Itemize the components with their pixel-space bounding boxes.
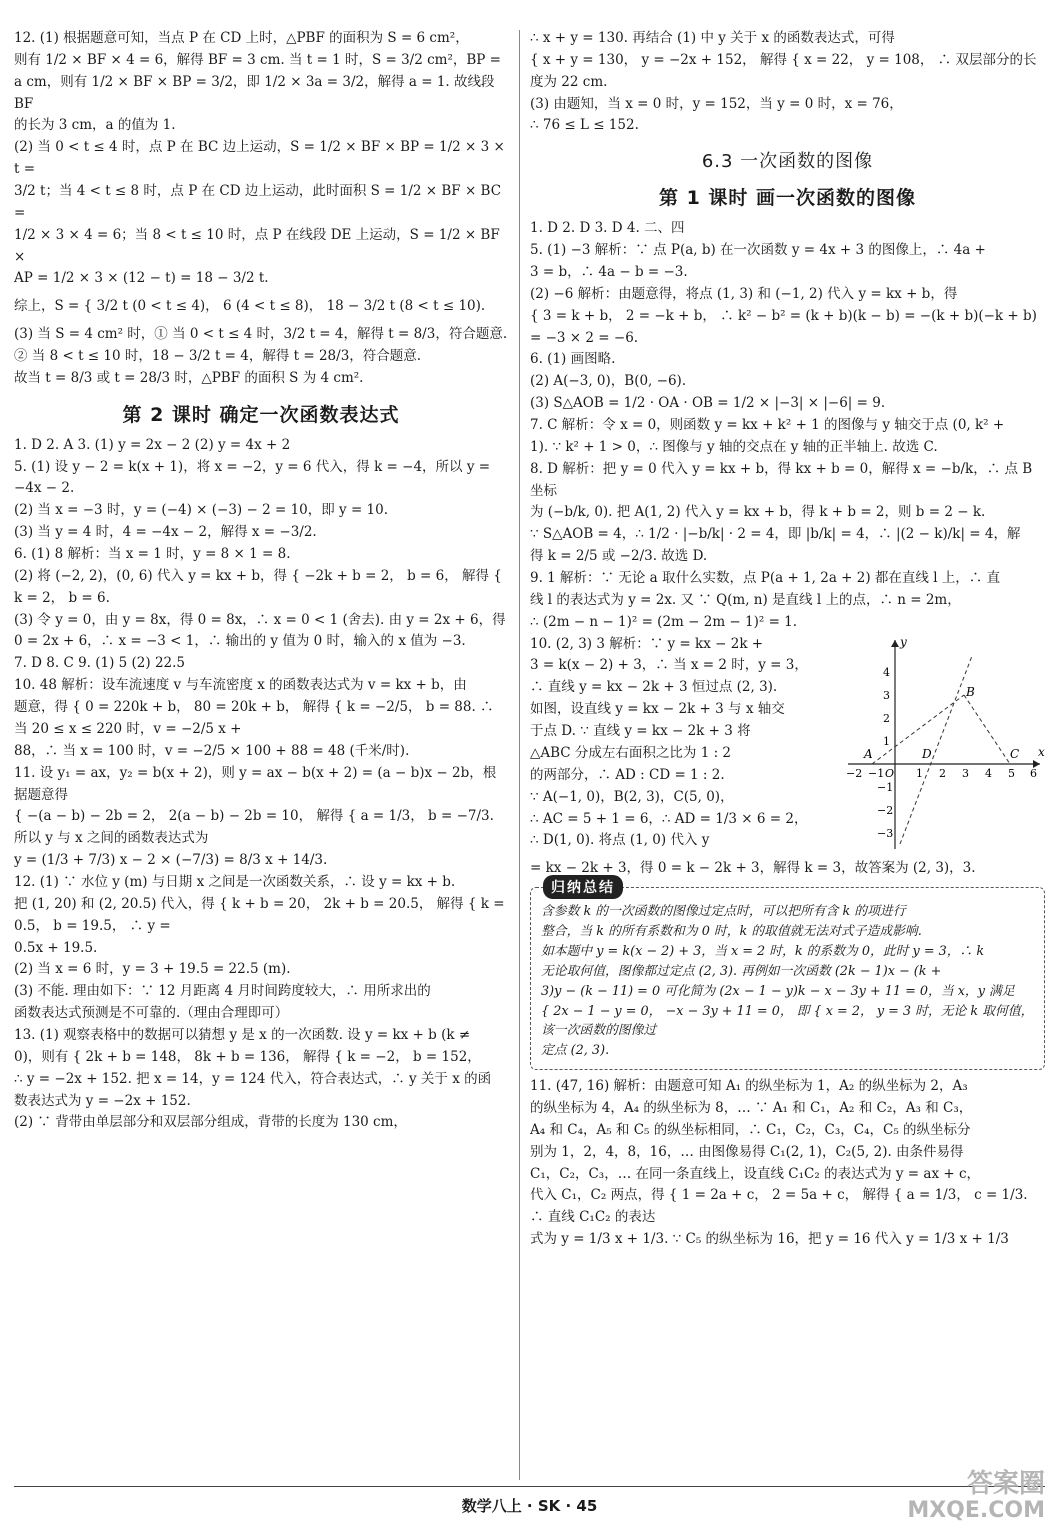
text-line: 线 l 的表达式为 y = 2x. 又 ∵ Q(m, n) 是直线 l 上的点，∴ n = 2m， — [530, 591, 961, 608]
text-line: (2) 当 x = 6 时，y = 3 + 19.5 = 22.5 (m). — [14, 961, 291, 978]
summary-box — [530, 880, 1045, 1070]
text-line: (2) ∵ 背带由单层部分和双层部分组成，背带的长度为 130 cm， — [14, 1114, 407, 1131]
text-line: ∴ AC = 5 + 1 = 6，∴ AD = 1/3 × 6 = 2， — [530, 810, 808, 827]
text-line: ∴ 直线 y = kx − 2k + 3 恒过点 (2, 3). — [530, 679, 778, 696]
text-line: 3 = k(x − 2) + 3，∴ 当 x = 2 时，y = 3， — [530, 657, 808, 674]
text-line: 10. 48 解析：设车流速度 v 与车流密度 x 的函数表达式为 v = kx + b，由 — [14, 677, 467, 694]
text-line: 得 k = 2/5 或 −2/3. 故选 D. — [530, 548, 708, 565]
text-line: (3) 不能. 理由如下：∵ 12 月距离 4 月时间跨度较大，∴ 用所求出的 — [14, 983, 431, 1000]
text-line: 6. (1) 画图略. — [530, 351, 616, 368]
text-line: 88，∴ 当 x = 100 时，v = −2/5 × 100 + 88 = 48 (千米/时). — [14, 742, 410, 759]
text-line: 1/2 × 3 × 4 = 6；当 8 < t ≤ 10 时，点 P 在线段 DE 上运动，S = 1/2 × BF × — [14, 226, 500, 265]
segment-ab — [872, 695, 964, 764]
text-line: (3) S△AOB = 1/2 · OA · OB = 1/2 × |−3| × |−6| = 9. — [530, 395, 886, 412]
x-axis-label: x — [1038, 744, 1045, 759]
text-line: { 2x − 1 − y = 0， −x − 3y + 11 = 0， 即 { x = 2， y = 3 时，无论 k 取何值，该一次函数的图像过 — [541, 1003, 1034, 1039]
y-tick: −1 — [877, 780, 894, 794]
section-title: 6.3 一次函数的图像 — [701, 151, 874, 173]
right-column — [530, 28, 1045, 1251]
text-line: (2) 当 x = −3 时，y = (−4) × (−3) − 2 = 10，即 y = 10. — [14, 502, 389, 519]
text-line: 6. (1) 8 解析：当 x = 1 时，y = 8 × 1 = 8. — [14, 546, 291, 563]
text-line: (3) 令 y = 0，由 y = 8x，得 0 = 8x，∴ x = 0 < 1 (舍去). 由 y = 2x + 6，得 — [14, 611, 506, 628]
text-line: = kx − 2k + 3，得 0 = k − 2k + 3，解得 k = 3，故答案为 (2, 3)，3. — [530, 859, 976, 876]
text-line: 别为 1，2，4，8，16，… 由图像易得 C₁(2, 1)，C₂(5, 2). 由条件易得 — [530, 1143, 964, 1160]
text-line: 12. (1) ∵ 水位 y (m) 与日期 x 之间是一次函数关系，∴ 设 y = kx + b. — [14, 873, 456, 890]
text-line: 11. 设 y₁ = ax，y₂ = b(x + 2)，则 y = ax − b(x + 2) = (a − b)x − 2b，根据题意得 — [14, 764, 497, 803]
text-line: ∵ S△AOB = 4，∴ 1/2 · |−b/k| · 2 = 4，即 |b/k| = 4，∴ |(2 − k)/k| = 4，解 — [530, 526, 1021, 543]
text-line: ∴ y = −2x + 152. 把 x = 14，y = 124 代入，符合表达式，∴ y 关于 x 的函 — [14, 1070, 492, 1087]
y-tick: −2 — [877, 803, 894, 817]
text-line: 把 (1, 20) 和 (2, 20.5) 代入，得 { k + b = 20， 2k + b = 20.5， 解得 { k = 0.5， b = 19.5， ∴ y = — [14, 895, 505, 934]
text-line: a cm，则有 1/2 × BF × BP = 3/2，即 1/2 × 3a = 3/2，解得 a = 1. 故线段 BF — [14, 73, 495, 112]
question-12-block — [14, 28, 508, 390]
text-line: 8. D 解析：把 y = 0 代入 y = kx + b，得 kx + b = 0，解得 x = −b/k，∴ 点 B 坐标 — [530, 460, 1033, 499]
x-tick: −1 — [868, 766, 885, 780]
point-b-label: B — [966, 684, 975, 699]
point-c-label: C — [1010, 746, 1020, 761]
text-line: (2) A(−3, 0)，B(0, −6). — [530, 373, 687, 390]
text-line: (2) 当 0 < t ≤ 4 时，点 P 在 BC 边上运动，S = 1/2 × BF × BP = 1/2 × 3 × t = — [14, 139, 505, 178]
text-line: 函数表达式预测是不可靠的.（理由合理即可） — [14, 1005, 289, 1022]
y-tick: 3 — [883, 688, 890, 702]
text-line: 整合，当 k 的所有系数和为 0 时，k 的取值就无法对式子造成影响. — [541, 924, 922, 940]
text-line: 的两部分，∴ AD : CD = 1 : 2. — [530, 766, 725, 783]
text-line: 0)，则有 { 2k + b = 148， 8k + b = 136， 解得 { k = −2， b = 152， — [14, 1048, 481, 1065]
text-line: 则有 1/2 × BF × 4 = 6，解得 BF = 3 cm. 当 t = 1 时，S = 3/2 cm²，BP = — [14, 51, 501, 68]
footer-rule — [14, 1486, 1045, 1487]
y-tick: 2 — [883, 711, 890, 725]
x-tick: 2 — [939, 766, 946, 780]
text-line: 如本题中 y = k(x − 2) + 3，当 x = 2 时，k 的系数为 0，此时 y = 3，∴ k — [541, 944, 985, 960]
lesson-2-title: 第 2 课时 确定一次函数表达式 — [122, 403, 400, 426]
text-line: 10. (2, 3) 3 解析：∵ y = kx − 2k + — [530, 635, 764, 652]
text-line: (3) 由题知，当 x = 0 时，y = 152，当 y = 0 时，x = 76， — [530, 95, 903, 112]
text-line: 3 = b，∴ 4a − b = −3. — [530, 264, 688, 281]
text-line: ∴ x + y = 130. 再结合 (1) 中 y 关于 x 的函数表达式，可得 — [530, 30, 895, 46]
text-line: 为 (−b/k, 0). 把 A(1, 2) 代入 y = kx + b，得 k + b = 2，则 b = 2 − k. — [530, 504, 986, 521]
text-line: ∴ 76 ≤ L ≤ 152. — [530, 117, 639, 134]
watermark-logo — [907, 1470, 1045, 1523]
text-line: 式为 y = 1/3 x + 1/3. ∵ C₅ 的纵坐标为 16，把 y = 16 代入 y = 1/3 x + 1/3 — [530, 1231, 1009, 1248]
column-divider — [519, 30, 520, 1480]
text-line: (2) −6 解析：由题意得，将点 (1, 3) 和 (−1, 2) 代入 y = kx + b，得 — [530, 285, 958, 302]
text-line: 1. D 2. A 3. (1) y = 2x − 2 (2) y = 4x + 2 — [14, 436, 291, 453]
text-line: (2) 将 (−2, 2)，(0, 6) 代入 y = kx + b，得 { −2k + b = 2， b = 6， 解得 { k = 2， b = 6. — [14, 567, 502, 606]
text-line: 的长为 3 cm，a 的值为 1. — [14, 117, 176, 134]
lesson-1-title: 第 1 课时 画一次函数的图像 — [658, 187, 917, 210]
point-d-label: D — [922, 746, 932, 761]
text-line: △ABC 分成左右面积之比为 1 : 2 — [530, 744, 732, 761]
text-line: 12. (1) 根据题意可知，当点 P 在 CD 上时，△PBF 的面积为 S = 6 cm²， — [14, 30, 469, 46]
text-line: { 3 = k + b， 2 = −k + b， ∴ k² − b² = (k + b)(k − b) = −(k + b)(−k + b) = −3 × 2 = −6. — [530, 307, 1037, 346]
x-tick: 5 — [1008, 766, 1015, 780]
point-a-label: A — [864, 746, 873, 761]
text-line: C₁，C₂，C₃，… 在同一条直线上，设直线 C₁C₂ 的表达式为 y = ax + c， — [530, 1165, 981, 1182]
text-line: 0.5x + 19.5. — [14, 939, 98, 956]
x-tick: 4 — [985, 766, 992, 780]
y-tick: 1 — [883, 734, 890, 748]
summary-title: 归纳总结 — [543, 875, 623, 899]
text-line: 11. (47, 16) 解析：由题意可知 A₁ 的纵坐标为 1，A₂ 的纵坐标为 2，A₃ — [530, 1078, 968, 1095]
question-13-continued — [530, 28, 1045, 137]
text-line: 代入 C₁，C₂ 两点，得 { 1 = 2a + c， 2 = 5a + c， 解得 { a = 1/3， c = 1/3. ∴ 直线 C₁C₂ 的表达 — [530, 1187, 1028, 1226]
text-line: (3) 当 S = 4 cm² 时，① 当 0 < t ≤ 4 时，3/2 t = 4，解得 t = 8/3，符合题意. — [14, 326, 508, 343]
coordinate-graph — [840, 634, 1045, 854]
text-line: 3/2 t；当 4 < t ≤ 8 时，点 P 在 CD 边上运动，此时面积 S = 1/2 × BF × BC = — [14, 183, 502, 221]
origin-label: O — [885, 766, 895, 780]
text-line: 含参数 k 的一次函数的图像过定点时，可以把所有含 k 的项进行 — [541, 904, 906, 920]
text-line: ∴ D(1, 0). 将点 (1, 0) 代入 y — [530, 832, 710, 849]
text-line: 题意，得 { 0 = 220k + b， 80 = 20k + b， 解得 { k = −2/5， b = 88. ∴ 当 20 ≤ x ≤ 220 时，v = −2/5 x + — [14, 699, 494, 737]
text-line: y = (1/3 + 7/3) x − 2 × (−7/3) = 8/3 x + 14/3. — [14, 852, 328, 869]
text-line: 故当 t = 8/3 或 t = 28/3 时，△PBF 的面积 S 为 4 cm². — [14, 369, 364, 386]
y-axis-arrow — [891, 640, 899, 647]
y-tick: −3 — [877, 826, 894, 840]
text-line: 13. (1) 观察表格中的数据可以猜想 y 是 x 的一次函数. 设 y = kx + b (k ≠ — [14, 1026, 471, 1043]
question-10-block — [530, 634, 1045, 880]
text-line: 1). ∵ k² + 1 > 0，∴ 图像与 y 轴的交点在 y 轴的正半轴上. 故选 C. — [530, 438, 938, 455]
question-11-block — [530, 1076, 1045, 1251]
x-tick: −2 — [846, 766, 863, 780]
segment-bc — [964, 695, 1010, 764]
text-line: A₄ 和 C₄，A₅ 和 C₅ 的纵坐标相同，∴ C₁，C₂，C₃，C₄，C₅ 的纵坐标分 — [530, 1121, 971, 1138]
x-tick: 1 — [916, 766, 923, 780]
text-line: { −(a − b) − 2b = 2， 2(a − b) − 2b = 10， 解得 { a = 1/3， b = −7/3. 所以 y 与 x 之间的函数表达式为 — [14, 808, 494, 847]
text-line: 5. (1) 设 y − 2 = k(x + 1)，将 x = −2，y = 6 代入，得 k = −4，所以 y = −4x − 2. — [14, 458, 491, 497]
text-line: 如图，设直线 y = kx − 2k + 3 与 x 轴交 — [530, 701, 785, 718]
text-line: 7. D 8. C 9. (1) 5 (2) 22.5 — [14, 655, 186, 672]
text-line: 于点 D. ∵ 直线 y = kx − 2k + 3 将 — [530, 723, 751, 740]
text-line: 0 = 2x + 6，∴ x = −3 < 1，∴ 输出的 y 值为 0 时，输入的 x 值为 −3. — [14, 633, 466, 650]
text-line: ∴ (2m − n − 1)² = (2m − 2m − 1)² = 1. — [530, 613, 798, 630]
text-line: ∵ A(−1, 0)，B(2, 3)，C(5, 0)， — [530, 788, 734, 805]
text-line: 无论取何值，图像都过定点 (2, 3). 再例如一次函数 (2k − 1)x − (k + — [541, 963, 942, 979]
text-line: (3) 当 y = 4 时，4 = −4x − 2，解得 x = −3/2. — [14, 524, 317, 541]
text-line: 的纵坐标为 4，A₄ 的纵坐标为 8，… ∵ A₁ 和 C₁，A₂ 和 C₂，A₃ 和 C₃， — [530, 1099, 973, 1116]
text-line: 综上，S = { 3/2 t (0 < t ≤ 4)， 6 (4 < t ≤ 8)， 18 − 3/2 t (8 < t ≤ 10). — [14, 298, 486, 315]
line-y-kx — [900, 656, 972, 844]
y-tick-labels — [877, 666, 893, 840]
page-footer: 数学八上 · SK · 45 — [461, 1497, 598, 1515]
text-line: 9. 1 解析：∵ 无论 a 取什么实数，点 P(a + 1, 2a + 2) 都在直线 l 上，∴ 直 — [530, 570, 1001, 587]
text-line: 3)y − (k − 11) = 0 可化简为 (2x − 1 − y)k − x − 3y + 11 = 0，当 x，y 满足 — [541, 983, 1015, 999]
text-line: 5. (1) −3 解析：∵ 点 P(a, b) 在一次函数 y = 4x + 3 的图像上，∴ 4a + — [530, 242, 986, 259]
watermark-text: 答案圈 — [966, 1469, 1045, 1499]
text-line: { x + y = 130， y = −2x + 152， 解得 { x = 22， y = 108， ∴ 双层部分的长度为 22 cm. — [530, 51, 1037, 90]
text-line: 数表达式为 y = −2x + 152. — [14, 1092, 191, 1109]
text-line: ② 当 8 < t ≤ 10 时，18 − 3/2 t = 4，解得 t = 28/3，符合题意. — [14, 348, 422, 365]
text-line: 定点 (2, 3). — [541, 1043, 610, 1059]
x-tick: 3 — [962, 766, 969, 780]
left-column — [14, 28, 508, 1134]
x-tick-labels — [846, 767, 1037, 780]
lesson-2-answers — [14, 435, 508, 1135]
text-line: 1. D 2. D 3. D 4. 二、四 — [530, 220, 685, 237]
watermark-url: MXQE.COM — [907, 1497, 1045, 1523]
y-axis-label: y — [900, 634, 907, 649]
text-line: AP = 1/2 × 3 × (12 − t) = 18 − 3/2 t. — [14, 270, 269, 287]
text-line: 7. C 解析：令 x = 0，则函数 y = kx + k² + 1 的图像与 y 轴交于点 (0, k² + — [530, 417, 1005, 434]
lesson-1-answers — [530, 218, 1045, 633]
y-tick: 4 — [883, 665, 890, 679]
x-tick: 6 — [1030, 766, 1037, 780]
